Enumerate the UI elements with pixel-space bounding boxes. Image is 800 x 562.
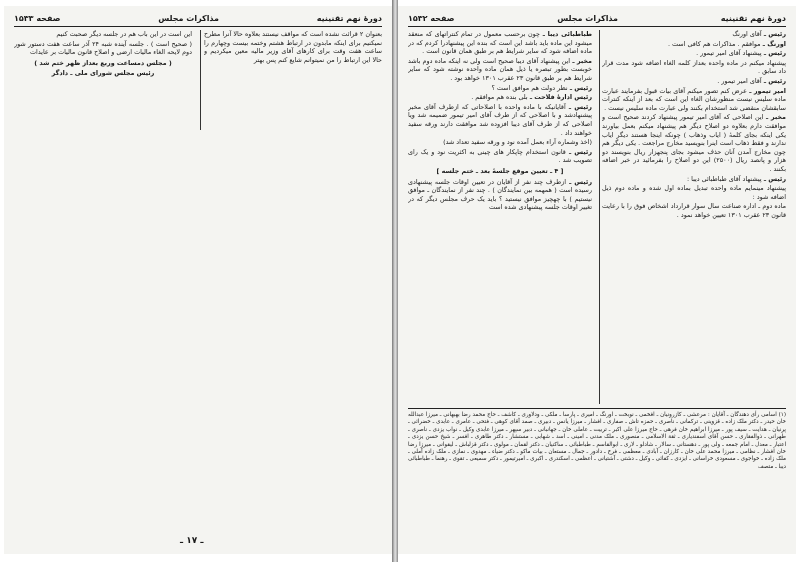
speaker-name: رئیس ـ [761,174,786,183]
paragraph [408,148,592,165]
paragraph-text: آقای اورنگ [732,30,762,38]
header-title: مذاکرات مجلس [158,13,220,23]
speaker-name: رئیس ـ [565,102,592,111]
paragraph-text: ماده دوم ـ اداره صناعت سال سوار قرارداد اشخاص فوق را با رعایت قانون ۲۳ عقرب ۱۳۰۱ تعیین خواهد نمود . [602,202,786,219]
paragraph-text: ( صحیح است ) . جلسه آینده شبه ۲۴ آذر ساعت هفت دستور شور دوم لایحه الغاء مالیات ارضی و اصلاح قانون مالیات بر عایدات [14,39,192,57]
paragraph [602,202,786,219]
header-page-label: صفحه ۱۵۳۳ [14,13,61,23]
speaker-name: امیر تیمور ـ [746,86,786,95]
header-session: دورهٔ نهم تقنینیه [316,13,382,23]
paragraph [14,59,192,68]
paragraph [602,49,786,58]
paragraph-text: پیشنهاد مینمایم ماده واحده تبدیل بماده اول شده و ماده دوم ذیل اضافه شود : [602,184,786,201]
right-page-column-left [408,30,592,404]
centered-line: ( مجلس دمساعت وربع بعداز ظهر ختم شد ) [34,58,172,67]
paragraph [602,77,786,86]
header-session: دورهٔ نهم تقنینیه [720,13,786,23]
speaker-name: رئیس ـ [567,83,592,92]
paragraph-text: (اخذ وشماره آراء بعمل آمده نود و ورقه سفید تعداد شد) [443,138,592,147]
paragraph [602,59,786,76]
paragraph-text: آقای امیر تیمور . [717,76,762,85]
paragraph [408,30,592,56]
paragraph-text: پیشنهاد آقای طباطبائی دیبا : [686,174,762,183]
speaker-name: رئیس ـ [566,177,592,186]
left-page-column-right [204,30,382,130]
paragraph [408,167,592,176]
paragraph [408,138,592,147]
centered-line: رئیس مجلس شورای ملی ـ دادگر [51,69,155,78]
right-page [398,6,796,554]
paragraph [602,40,786,49]
header-title: مذاکرات مجلس [557,13,619,23]
paragraph-text: ازطرف چند نفر از آقایان در تعیین اوقات جلسه پیشنهادی رسیده است ( همهمه بین نمایندگان ) . چند نفر از نمایندگان ـ موافق نیستیم ) با چهچیز موافق نیستید ؟ باید یک حرف مجلس دیگر که در تغییر اوقات جلسه پیشنهادی شده است [408,177,592,212]
paragraph-text: پیشنهاد میکنم در ماده واحده بعداز کلمه الغاء اضافه شود مدت قرار داد سابق . [602,58,786,76]
paragraph [14,69,192,78]
centered-line: [ ۴ ـ تعیین موقع جلسهٔ بعد ـ ختم جلسه ] [436,166,564,175]
speaker-name: رئیس ـ [761,76,786,85]
right-page-header [408,10,786,27]
speaker-name: رئیس ادارهٔ فلاحت ـ [527,93,592,102]
page-number: ـ ۱۷ ـ [180,536,204,546]
paragraph-text: عرض کنم تصور میکنم آقای بیات قبول بفرمایند عبارت ماده سلیس نیست منظورشان الغاء این است که بعد از اینکه کنترات سابقشان منقضی شد استخدام بکنند ولی عبارت ماده سلیس نیست . [602,86,786,112]
paragraph-text: این است در این باب هم در جلسه دیگر صحبت کنیم [56,30,192,38]
paragraph [602,113,786,173]
speaker-name: رئیس ـ [761,49,786,58]
paragraph-text: پیشنهاد آقای امیر تیمور . [696,49,762,58]
paragraph [408,103,592,137]
speaker-name: طباطبائی دیبا ـ [539,30,592,38]
speaker-name: رئیس ـ [565,147,592,156]
paragraph-text: بلی بنده هم موافقم . [471,93,528,102]
paragraph [14,30,192,39]
speaker-name: رئیس ـ [761,30,786,38]
paragraph [602,30,786,39]
paragraph [602,184,786,201]
speaker-name: مخبر ـ [570,56,592,65]
paragraph [408,84,592,93]
paragraph [602,175,786,184]
paragraph [602,87,786,113]
paragraph-text: این اصلاحی که آقای امیر تیمور پیشنهاد کردند صحیح است و موافقت دارم بعلاوه دو اصلاح دیگر هم پیشنهاد میکنم بعمل بیاورند یکی اینکه بجای کلمهٔ ( ایاب وذهاب ) چونکه اینجا هستند دیگر ایاب ندارند و فقط ذهاب است اینرا بنویسید مخارج مراجعت . یکی دیگر هم چون مخارج آمدن آنان حذف میشود بجای پنجهزار ریال بنویسند دو هزار و پانصد ریال (۲۵۰۰) این دو اصلاح را بفرمائید در خبر اضافه بکنند . [602,113,786,173]
column-divider [599,30,600,404]
paragraph [14,40,192,57]
paragraph-text: آقایانیکه با ماده واحده با اصلاحاتی که ازطرف آقای مخبر پیشنهادشد و با اصلاحی که از طرف آقای امیر تیمور ضمیمه شد ویا اصلاحی که از طرف آقای دیبا افزوده شد موافقت دارند ورقه سفید خواهند داد . [408,102,592,137]
paragraph-text: چون برحسب معمول در تمام کنتراتهای که منعقد میشود این ماده باید باشد این است که بنده این پیشنهادرا کردم که در ماده اضافه شود که سایر شرایط هم بر طبق همان قانون است . [408,30,592,56]
column-divider [200,30,201,130]
right-page-column-right [602,30,786,404]
header-page-label: صفحه ۱۵۳۲ [408,13,455,23]
speaker-name: مخبر ـ [763,113,786,122]
paragraph [408,57,592,83]
paragraph-text: نظر دولت هم موافق است ؟ [491,83,568,92]
speaker-name: اورنگ ـ [760,39,786,48]
left-page-column-left [14,30,192,130]
paragraph-text: این پیشنهاد آقای دیبا صحیح است ولی نه اینکه ماده دوم باشد خوبست بطور تبصره یا ذیل همان ماده واحده نوشته شود که سایر شرایط هم بر طبق قانون ۲۳ عقرب ۱۳۰۱ خواهد بود . [408,56,592,82]
voters-footnote: (۱) اسامی رأی دهندگان ـ آقایان : مرعشی ـ کازرونیان ـ افخمی ـ نوبخت ـ اورنگ ـ امیری ـ پارسا ـ ملکی ـ ودلاوری ـ کاشف ـ حاج محمد رضا بهبهانی ـ میرزا عبدالله خان حیدر ـ دکتر ملک زاده ـ قزوینی ـ ترکمانی ـ ناصری ـ حمزه تاش ـ صفاری ـ افشار ـ میرزا یانس ـ دبیری ـ صمد آقای کوهی ـ فتحی ـ عامری ـ عابدی ـ خضرائی ـ پرنیان ـ هدایت ـ سیف پور ـ میرزا ابراهیم خان فرهی ـ حاج میرزا علی اکبر ـ تربیت ـ عاملی خان ـ جهانبانی ـ دبیر سپهر ـ میرزا عابدی وکیل ـ نواب یزدی ـ ناصری ـ طهرانی ـ ذوالفقاری ـ حسن آقای اسفندیاری ـ ثقة الاسلامی ـ منصوری ـ ملک مدنی ـ امینی ـ اسد ـ شهابی ـ مستشار ـ دکتر طاهری ـ افسر ـ شیخ حسن یزدی ـ اعتبار ـ معدل ـ امام جمعه ـ ولی پور ـ دهستانی ـ سالار ـ شادلو ـ لاری ـ ابوالقاسم ـ طباطبائی ـ ساکنیان ـ دکتر لقمان ـ مولوی ـ دکتر قزلباش ـ لیقوانی ـ میرزا رضا خان افشار ـ نظامی ـ میرزا محمد علی خان ـ کارزان ـ آبادی ـ معظمی ـ فرخ ـ دادور ـ جمال ـ مستعان ـ بیات ماکو ـ دکتر ضیاء ـ مهدوی ـ نمازی ـ ملک زاده آملی ـ ملک زاده ـ خواجوی ـ مسعودی خراسانی ـ ایزدی ـ کفائی ـ وکیل ـ دشتی ـ آشتیانی ـ اعظمی ـ اسکندری ـ اکبری ـ امیرتیمور ـ دکتر سمیعی ـ تقوی ـ رهنما ـ طباطبائی دیبا ـ متصف [408,408,786,530]
paragraph [408,178,592,212]
paragraph [204,30,382,64]
paragraph-text: قانون استخدام چاپکار های چینی به اکثریت نود و یک رای تصویب شد . [408,147,592,165]
paragraph-text: موافقم . مذاکرات هم کافی است . [667,39,761,48]
paragraph [408,93,592,102]
left-page [4,6,392,554]
paragraph-text: بعنوان ۲ قرائت نشده است که مواقف نیستند بعلاوه حالا آنرا مطرح نمیکنیم برای اینکه مابدون در ارتباط هشتم وختمه بیست وچهارم را ساعت هفت وقت برای کارهای آقای وزیر مالیه معین میکردیم و حالا این ارتباط را من نمیتوانم شایع کنم پس بهتر [204,30,382,64]
left-page-header [14,10,382,27]
